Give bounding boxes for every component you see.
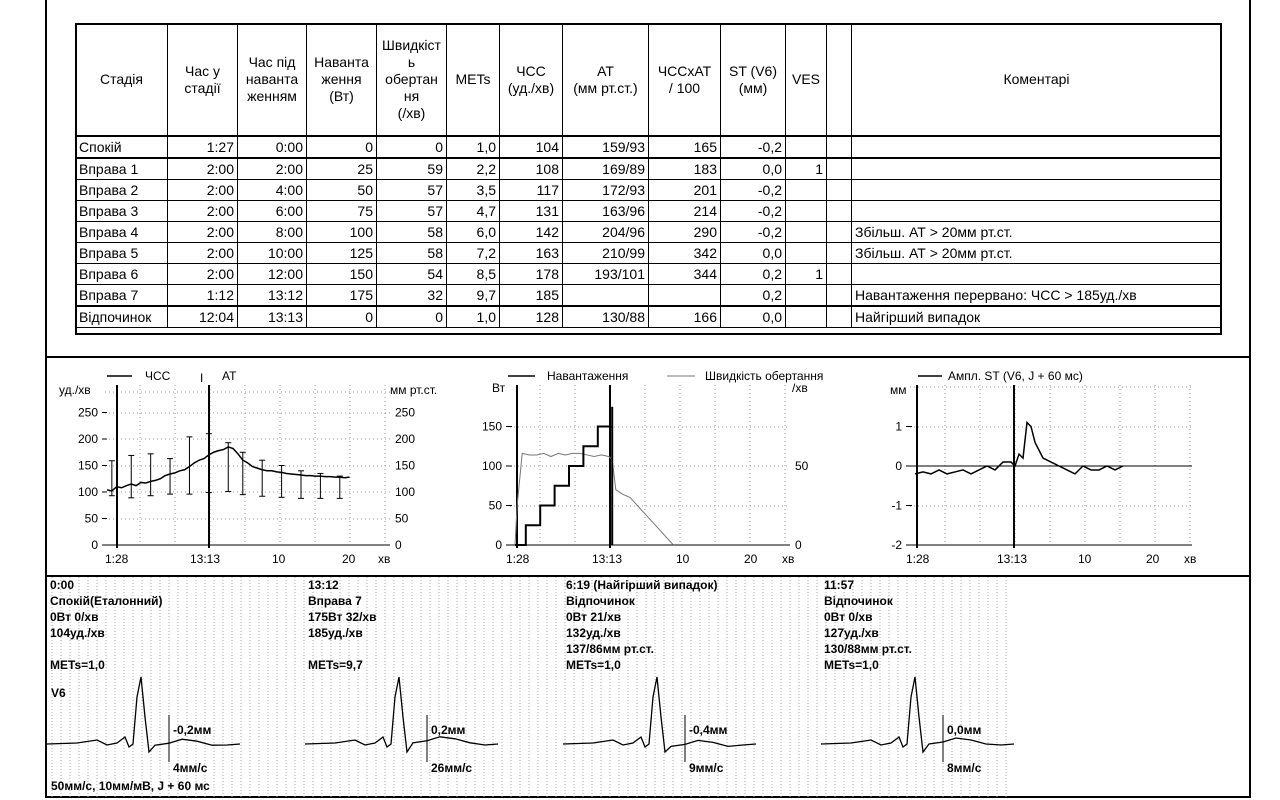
x-tick: 13:13 (190, 552, 221, 566)
ecg-st: -0,4мм (689, 723, 728, 737)
ecg-load: 0Вт 21/хв (566, 610, 622, 624)
x-tick: 10 (1078, 552, 1092, 566)
table-header-row (76, 24, 1222, 137)
table-cell: 342 (649, 243, 721, 264)
table-cell: 0 (377, 136, 447, 158)
table-cell: 10:00 (238, 243, 307, 264)
table-cell: 131 (500, 201, 563, 222)
table-cell: Вправа 1 (76, 158, 168, 180)
legend-bp-label: АТ (222, 369, 237, 383)
ecg-waveform (821, 677, 1014, 752)
table-cell (827, 136, 852, 158)
table-cell: 214 (649, 201, 721, 222)
table-cell: 344 (649, 264, 721, 285)
table-cell: Спокій (76, 136, 168, 158)
ecg-hr: 185уд./хв (308, 626, 363, 640)
column-header (377, 24, 447, 137)
table-cell: -0,2 (721, 201, 786, 222)
column-header (76, 24, 168, 137)
table-cell: 142 (500, 222, 563, 243)
ecg-stage: Відпочинок (566, 594, 635, 608)
column-header (721, 24, 786, 137)
table-row (76, 201, 1222, 222)
table-cell (827, 201, 852, 222)
table-cell: 172/93 (563, 180, 649, 201)
table-cell: -0,2 (721, 222, 786, 243)
ecg-mets: METs=1,0 (824, 658, 879, 672)
table-row (76, 306, 1222, 328)
y-tick: -2 (891, 538, 902, 552)
y-tick-left: 150 (77, 458, 98, 473)
table-cell: 7,2 (447, 243, 500, 264)
ecg-waveform (305, 677, 498, 752)
ecg-footer: 50мм/с, 10мм/мВ, J + 60 мс (51, 779, 210, 793)
ecg-bp: 137/86мм рт.ст. (566, 642, 654, 656)
table-cell: 2:00 (168, 264, 238, 285)
y-tick-right: 0 (795, 538, 802, 552)
table-cell: 201 (649, 180, 721, 201)
table-cell (827, 222, 852, 243)
table-cell: 8,5 (447, 264, 500, 285)
ecg-panel (821, 578, 1014, 775)
table-cell: 4,7 (447, 201, 500, 222)
y-tick-left: 250 (77, 405, 98, 420)
table-cell: Збільш. АТ > 20мм рт.ст. (852, 222, 1222, 243)
ecg-time: 11:57 (824, 578, 855, 592)
table-cell: 1:27 (168, 136, 238, 158)
ecg-slope: 26мм/с (431, 761, 473, 775)
x-tick: 20 (342, 552, 356, 566)
table-cell: 4:00 (238, 180, 307, 201)
legend-load-label: Навантаження (547, 369, 629, 383)
x-tick: 1:28 (105, 552, 129, 566)
table-cell: 125 (307, 243, 377, 264)
table-cell (852, 180, 1222, 201)
y-axis-label-left: Вт (492, 381, 506, 395)
header-line: Наванта (314, 54, 369, 70)
table-cell: 104 (500, 136, 563, 158)
lead-label: V6 (51, 686, 66, 700)
ecg-waveform (47, 677, 240, 752)
column-header (168, 24, 238, 137)
table-cell: 54 (377, 264, 447, 285)
header-line: ЧСС (516, 62, 546, 79)
table-cell: 204/96 (563, 222, 649, 243)
table-cell: 1,0 (447, 306, 500, 328)
ecg-mets: METs=1,0 (566, 658, 621, 672)
ecg-load: 0Вт 0/хв (50, 610, 99, 624)
table-cell: 117 (500, 180, 563, 201)
table-cell: 12:00 (238, 264, 307, 285)
y-tick: -1 (891, 498, 902, 513)
ecg-slope: 4мм/с (173, 761, 208, 775)
chart-grid (105, 385, 390, 545)
header-line: женням (247, 88, 297, 104)
table-cell: 32 (377, 285, 447, 307)
table-cell (786, 136, 827, 158)
ecg-mets: METs=1,0 (50, 658, 105, 672)
header-line: (мм) (738, 79, 768, 96)
table-cell: 75 (307, 201, 377, 222)
table-row (76, 136, 1222, 158)
table-cell (827, 180, 852, 201)
table-cell: 175 (307, 285, 377, 307)
table-cell: 2:00 (168, 201, 238, 222)
x-tick: 13:13 (997, 552, 1028, 566)
ecg-hr: 104уд./хв (50, 626, 105, 640)
legend-rpm-label: Швидкість обертання (705, 369, 824, 383)
table-cell: 2,2 (447, 158, 500, 180)
header-line: Коментарі (1003, 71, 1070, 87)
table-cell (852, 158, 1222, 180)
y-tick-left: 0 (495, 538, 502, 552)
table-cell: Вправа 4 (76, 222, 168, 243)
ecg-hr: 132уд./хв (566, 626, 621, 640)
column-header (563, 24, 649, 137)
column-header (852, 24, 1222, 137)
table-cell: 0 (307, 136, 377, 158)
table-row (76, 285, 1222, 307)
y-tick-right: 200 (395, 432, 416, 446)
header-line: ь (407, 54, 416, 70)
table-cell: -0,2 (721, 136, 786, 158)
table-cell: 58 (377, 243, 447, 264)
table-cell: 1 (786, 264, 827, 285)
ecg-st: 0,2мм (431, 723, 466, 737)
table-cell: 2:00 (168, 222, 238, 243)
table-cell (786, 201, 827, 222)
header-line: ЧССхАТ (657, 62, 712, 79)
table-cell: 163 (500, 243, 563, 264)
y-tick-left: 50 (84, 511, 98, 526)
header-line: АТ (597, 62, 614, 79)
y-tick-right: 150 (395, 458, 416, 473)
legend-bp-marker: I (200, 371, 204, 385)
table-cell: Вправа 7 (76, 285, 168, 307)
table-cell: 183 (649, 158, 721, 180)
table-cell: 169/89 (563, 158, 649, 180)
table-cell: 128 (500, 306, 563, 328)
ecg-stage: Спокій(Еталонний) (50, 594, 163, 608)
header-line: ST (V6) (729, 62, 777, 79)
x-tick: 20 (744, 552, 758, 566)
table-cell: 25 (307, 158, 377, 180)
header-line: (Вт) (329, 88, 354, 104)
load-rpm-chart (470, 360, 850, 570)
ecg-st: -0,2мм (173, 723, 212, 737)
table-cell: 0,0 (721, 158, 786, 180)
table-cell: Вправа 3 (76, 201, 168, 222)
x-tick: 20 (1146, 552, 1160, 566)
header-line: / 100 (668, 79, 701, 96)
table-cell: 166 (649, 306, 721, 328)
table-cell (827, 285, 852, 307)
y-tick-right: 250 (395, 405, 416, 420)
table-cell: 100 (307, 222, 377, 243)
table-cell: 12:04 (168, 306, 238, 328)
table-cell: 150 (307, 264, 377, 285)
y-tick: 1 (895, 419, 902, 434)
table-cell (827, 306, 852, 328)
table-cell: 8:00 (238, 222, 307, 243)
table-cell (852, 264, 1222, 285)
y-tick-left: 150 (481, 419, 502, 434)
y-axis-label: мм (890, 383, 907, 397)
header-line: ження (321, 71, 362, 87)
table-cell (563, 285, 649, 307)
load-series (515, 407, 612, 545)
y-tick-left: 0 (91, 538, 98, 552)
y-ticks (78, 406, 415, 553)
ecg-load: 175Вт 32/хв (308, 610, 377, 624)
table-cell: Найгірший випадок (852, 306, 1222, 328)
stress-test-table (75, 23, 1222, 328)
y-axis-label-left: уд./хв (59, 383, 91, 397)
table-cell: 159/93 (563, 136, 649, 158)
x-axis-label: хв (378, 552, 391, 566)
x-axis-label: хв (1184, 552, 1197, 566)
header-line: стадії (184, 79, 221, 96)
table-cell: 0,0 (721, 306, 786, 328)
header-line: обертан (385, 71, 438, 87)
table-cell: 58 (377, 222, 447, 243)
table-cell: Навантаження перервано: ЧСС > 185уд./хв (852, 285, 1222, 307)
table-cell: 210/99 (563, 243, 649, 264)
legend-st-label: Ампл. ST (V6, J + 60 мс) (948, 369, 1083, 383)
table-cell (852, 136, 1222, 158)
table-cell (786, 180, 827, 201)
chart-grid (910, 385, 1192, 545)
y-axis-label-right: /хв (792, 381, 808, 395)
table-cell: 6:00 (238, 201, 307, 222)
ecg-slope: 9мм/с (689, 761, 724, 775)
table-cell: 9,7 (447, 285, 500, 307)
table-cell: 0,2 (721, 285, 786, 307)
y-tick-left: 50 (488, 498, 502, 513)
header-line: (уд./хв) (507, 79, 555, 96)
ecg-hr: 127уд./хв (824, 626, 879, 640)
table-cell: 13:12 (238, 285, 307, 307)
section-divider (45, 356, 1251, 358)
header-line: (мм рт.ст.) (573, 79, 638, 96)
ecg-mets: METs=9,7 (308, 658, 363, 672)
y-ticks (891, 420, 912, 553)
y-tick-left: 100 (481, 459, 502, 473)
table-row (76, 158, 1222, 180)
x-axis-label: хв (782, 552, 795, 566)
table-cell: 2:00 (168, 180, 238, 201)
x-tick: 1:28 (506, 552, 530, 566)
header-line: (/хв) (397, 105, 426, 121)
header-line: Час під (248, 54, 296, 70)
table-cell: 3,5 (447, 180, 500, 201)
table-cell: 165 (649, 136, 721, 158)
table-cell: 290 (649, 222, 721, 243)
table-cell: 59 (377, 158, 447, 180)
y-tick-left: 100 (77, 485, 98, 499)
table-row (76, 264, 1222, 285)
ecg-slope: 8мм/с (947, 761, 982, 775)
table-cell: 1 (786, 158, 827, 180)
ecg-time: 0:00 (50, 578, 75, 592)
y-tick-right: 0 (395, 538, 402, 552)
table-cell: 1,0 (447, 136, 500, 158)
ecg-panel (47, 578, 240, 775)
table-cell: 1:12 (168, 285, 238, 307)
table-cell (786, 306, 827, 328)
ecg-time: 13:12 (308, 578, 339, 592)
table-cell: Вправа 6 (76, 264, 168, 285)
column-header (447, 24, 500, 137)
ecg-time: 6:19 (Найгірший випадок) (566, 578, 718, 592)
column-header (307, 24, 377, 137)
chart-grid (510, 385, 790, 545)
header-line: VES (791, 71, 820, 87)
table-cell (852, 201, 1222, 222)
header-line: METs (455, 71, 491, 87)
x-tick: 10 (676, 552, 690, 566)
column-header (500, 24, 563, 137)
table-cell: 57 (377, 180, 447, 201)
y-tick-left: 200 (77, 432, 98, 446)
table-cell (786, 243, 827, 264)
column-header (786, 24, 827, 137)
ecg-panel (305, 578, 498, 775)
table-cell: 0,0 (721, 243, 786, 264)
ecg-load: 0Вт 0/хв (824, 610, 873, 624)
table-cell (827, 243, 852, 264)
header-line: Стадія (99, 71, 143, 87)
ecg-stage: Вправа 7 (308, 594, 362, 608)
column-header (238, 24, 307, 137)
table-cell: 6,0 (447, 222, 500, 243)
y-tick-right: 50 (795, 459, 809, 473)
table-cell: 130/88 (563, 306, 649, 328)
table-cell: 2:00 (168, 158, 238, 180)
table-cell: 108 (500, 158, 563, 180)
table-row (76, 243, 1222, 264)
table-cell: Збільш. АТ > 20мм рт.ст. (852, 243, 1222, 264)
ecg-st: 0,0мм (947, 723, 982, 737)
table-cell (827, 158, 852, 180)
table-cell: 0 (377, 306, 447, 328)
rpm-series (515, 453, 673, 545)
table-cell (786, 285, 827, 307)
x-tick: 13:13 (592, 552, 623, 566)
y-axis-label-right: мм рт.ст. (390, 383, 438, 397)
x-tick: 1:28 (906, 552, 930, 566)
table-cell: 2:00 (168, 243, 238, 264)
table-cell: Відпочинок (76, 306, 168, 328)
header-line: Швидкіст (382, 37, 441, 53)
y-tick-right: 50 (395, 511, 409, 526)
table-cell: 178 (500, 264, 563, 285)
table-cell: 13:13 (238, 306, 307, 328)
header-line: ня (403, 88, 420, 104)
table-cell: 163/96 (563, 201, 649, 222)
table-cell (649, 285, 721, 307)
table-cell: Вправа 2 (76, 180, 168, 201)
table-cell: 0,2 (721, 264, 786, 285)
table-cell: 0 (307, 306, 377, 328)
table-cell (827, 264, 852, 285)
y-tick-right: 100 (395, 485, 416, 499)
table-cell (786, 222, 827, 243)
ecg-bp: 130/88мм рт.ст. (824, 642, 912, 656)
hr-bp-chart (50, 360, 440, 570)
x-tick: 10 (272, 552, 286, 566)
ecg-stage: Відпочинок (824, 594, 893, 608)
column-header (827, 24, 852, 137)
table-cell: 57 (377, 201, 447, 222)
table-cell: 193/101 (563, 264, 649, 285)
header-line: Час у (184, 62, 220, 79)
st-amplitude-chart (880, 360, 1220, 570)
table-cell: 2:00 (238, 158, 307, 180)
table-cell: Вправа 5 (76, 243, 168, 264)
table-cell: -0,2 (721, 180, 786, 201)
y-tick: 0 (895, 459, 902, 473)
legend-hr-label: ЧСС (145, 369, 171, 383)
header-line: наванта (245, 71, 299, 87)
table-cell: 185 (500, 285, 563, 307)
table-row (76, 180, 1222, 201)
table-cell: 50 (307, 180, 377, 201)
table-row (76, 222, 1222, 243)
column-header (649, 24, 721, 137)
ecg-strips (47, 577, 1250, 798)
table-cell: 0:00 (238, 136, 307, 158)
